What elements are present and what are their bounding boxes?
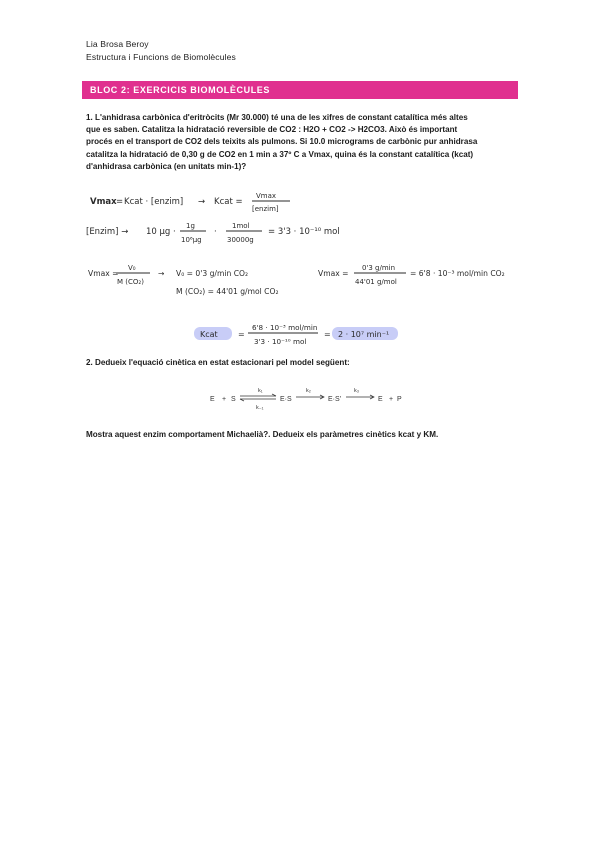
rate-k-minus-1: k₋₁ <box>256 405 264 411</box>
vmax-label: Vmax = <box>88 269 119 278</box>
arrow: → <box>158 269 165 278</box>
fraction-denominator: 44'01 g/mol <box>355 278 397 286</box>
fraction-denominator: 3'3 · 10⁻¹⁰ mol <box>254 337 307 346</box>
fraction-denominator: M (CO₂) <box>117 278 144 286</box>
kcat-enzim: Kcat · [enzim] <box>124 197 184 207</box>
question-1-line: procés en el transport de CO2 dels teixits als pulmons. Si 10.0 micrograms de carbònic pur anhidrasa <box>86 137 478 147</box>
v0-value: V₀ = 0'3 g/min CO₂ <box>176 269 249 278</box>
question-1-line: catalitza la hidratació de 0,30 g de CO2 en 1 min a 37º C a Vmax, quina és la constant catalítica (kcat) <box>86 149 474 159</box>
question-1-line: que es saben. Catalitza la hidratació reversible de CO2 : H2O + CO2 -> H2CO3. Això és important <box>86 125 458 135</box>
rate-k1: k₁ <box>258 388 263 394</box>
rate-k2: k₂ <box>306 388 311 394</box>
complex-es-prime: E·S' <box>328 396 342 403</box>
equals-sign: = <box>116 197 124 207</box>
mass-value: 10 µg · <box>146 227 176 237</box>
fraction-denominator: [enzim] <box>252 205 279 213</box>
product-p: P <box>397 396 402 403</box>
course-name: Estructura i Funcions de Biomolècules <box>86 52 236 62</box>
fraction-numerator: 6'8 · 10⁻³ mol/min <box>252 323 318 332</box>
author-name: Lia Brosa Beroy <box>86 39 149 49</box>
vmax-label-2: Vmax = <box>318 269 349 278</box>
question-3: Mostra aquest enzim comportament Michaelià?. Dedueix els paràmetres cinètics kcat y KM. <box>86 430 439 439</box>
rate-k3: k₃ <box>354 388 359 394</box>
kcat-label: Kcat <box>200 330 218 339</box>
result: = 3'3 · 10⁻¹⁰ mol <box>268 227 340 237</box>
fraction-numerator: 1mol <box>232 222 250 230</box>
equals-sign: = <box>238 330 245 339</box>
fraction-numerator: 1g <box>186 222 195 230</box>
plus-sign-2: + <box>389 396 394 403</box>
fraction-numerator: V₀ <box>128 264 136 272</box>
section-banner: BLOC 2: EXERCICIS BIOMOLÈCULES <box>82 81 518 99</box>
arrow: → <box>198 197 206 207</box>
question-1-line: 1. L'anhidrasa carbònica d'eritròcits (Mr 30.000) té una de les xifres de constant catalítica més altes <box>86 113 468 122</box>
complex-es: E·S <box>280 396 292 403</box>
fraction-denominator: 10⁶µg <box>181 236 202 244</box>
enzim-label: [Enzim] → <box>86 227 129 237</box>
result: = 6'8 · 10⁻³ mol/min CO₂ <box>410 269 505 278</box>
question-1-line: d'anhidrasa carbònica (en unitats min-1)? <box>86 161 247 171</box>
result: 2 · 10⁷ min⁻¹ <box>338 330 390 339</box>
kcat-label: Kcat = <box>214 197 243 207</box>
enzyme-e-product: E <box>378 396 383 403</box>
fraction-denominator: 30000g <box>227 236 254 244</box>
multiply-dot: · <box>214 227 217 237</box>
vmax-label: Vmax <box>90 197 117 207</box>
equals-sign-2: = <box>324 330 331 339</box>
question-2: 2. Dedueix l'equació cinètica en estat estacionari pel model següent: <box>86 358 350 367</box>
plus-sign: + <box>222 396 227 403</box>
molar-mass-value: M (CO₂) = 44'01 g/mol CO₂ <box>176 287 279 296</box>
fraction-numerator: Vmax <box>256 192 277 200</box>
fraction-numerator: 0'3 g/min <box>362 264 396 272</box>
substrate-s: S <box>231 396 236 403</box>
enzyme-e: E <box>210 396 215 403</box>
